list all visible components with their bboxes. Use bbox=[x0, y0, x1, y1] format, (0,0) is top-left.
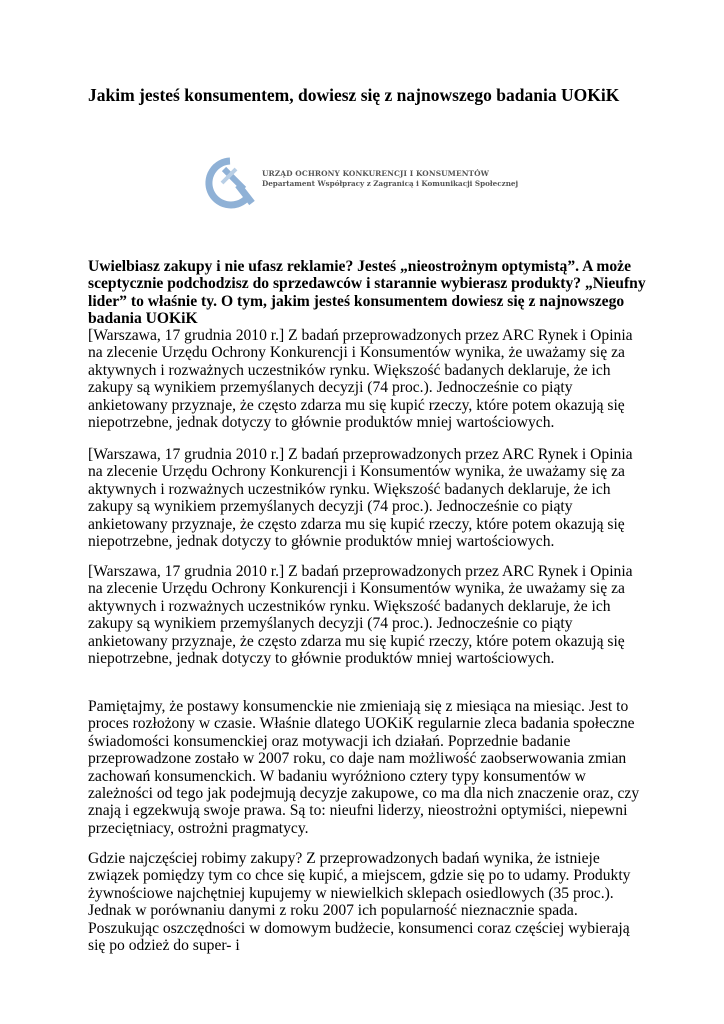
logo-title: URZĄD OCHRONY KONKURENCJI I KONSUMENTÓW bbox=[262, 169, 490, 178]
uokik-emblem-icon bbox=[200, 155, 260, 211]
body-paragraph: Pamiętajmy, że postawy konsumenckie nie zmieniają się z miesiąca na miesiąc. Jest to proces rozłożony w czasie. Właśnie dlatego UOKiK regularnie zleca badania społeczne świadomości konsumenckiej oraz motywacji ich działań. Poprzednie badanie przeprowadzone zostało w 2007 roku, co daje nam możliwość zaobserwowania zmian zachowań konsumenckich. W badaniu wyróżniono cztery typy konsumentów w zależności od tego jak podejmują decyzje zakupowe, co ma dla nich znaczenie oraz, czy znają i egzekwują swoje prawa. Są to: nieufni liderzy, nieostrożni optymiści, niepewni przeciętniacy, ostrożni pragmatycy. bbox=[88, 698, 640, 837]
page-title: Jakim jesteś konsumentem, dowiesz się z najnowszego badania UOKiK bbox=[88, 85, 620, 105]
body-paragraph: [Warszawa, 17 grudnia 2010 r.] Z badań przeprowadzonych przez ARC Rynek i Opinia na zlecenie Urzędu Ochrony Konkurencji i Konsumentów wynika, że uważamy się za aktywnych i rozważnych uczestników rynku. Większość badanych deklaruje, że ich zakupy są wynikiem przemyślanych decyzji (74 proc.). Jednocześnie co piąty ankietowany przyznaje, że często zdarza mu się kupić rzeczy, które potem okazują się niepotrzebne, jednak dotyczy to głównie produktów mniej wartościowych. bbox=[88, 327, 633, 432]
body-paragraph: Gdzie najczęściej robimy zakupy? Z przeprowadzonych badań wynika, że istnieje związek pomiędzy tym co chce się kupić, a miejscem, gdzie się po to udamy. Produkty żywnościowe najchętniej kupujemy w niewielkich sklepach osiedlowych (35 proc.). Jednak w porównaniu danymi z roku 2007 ich popularność nieznacznie spada. Poszukując oszczędności w domowym budżecie, konsumenci coraz częściej wybierają się po odzież do super- i bbox=[88, 850, 631, 955]
uokik-logo bbox=[200, 155, 540, 211]
lead-paragraph: Uwielbiasz zakupy i nie ufasz reklamie? Jesteś „nieostrożnym optymistą”. A może sceptycznie podchodzisz do sprzedawców i starannie wybierasz produkty? „Nieufny lider” to właśnie ty. O tym, jakim jesteś konsumentem dowiesz się z najnowszego badania UOKiK bbox=[88, 258, 646, 328]
logo-subtitle: Departament Współpracy z Zagranicą i Komunikacji Społecznej bbox=[262, 179, 519, 188]
body-paragraph: [Warszawa, 17 grudnia 2010 r.] Z badań przeprowadzonych przez ARC Rynek i Opinia na zlecenie Urzędu Ochrony Konkurencji i Konsumentów wynika, że uważamy się za aktywnych i rozważnych uczestników rynku. Większość badanych deklaruje, że ich zakupy są wynikiem przemyślanych decyzji (74 proc.). Jednocześnie co piąty ankietowany przyznaje, że często zdarza mu się kupić rzeczy, które potem okazują się niepotrzebne, jednak dotyczy to głównie produktów mniej wartościowych. bbox=[88, 446, 633, 551]
body-paragraph: [Warszawa, 17 grudnia 2010 r.] Z badań przeprowadzonych przez ARC Rynek i Opinia na zlecenie Urzędu Ochrony Konkurencji i Konsumentów wynika, że uważamy się za aktywnych i rozważnych uczestników rynku. Większość badanych deklaruje, że ich zakupy są wynikiem przemyślanych decyzji (74 proc.). Jednocześnie co piąty ankietowany przyznaje, że często zdarza mu się kupić rzeczy, które potem okazują się niepotrzebne, jednak dotyczy to głównie produktów mniej wartościowych. bbox=[88, 563, 633, 668]
